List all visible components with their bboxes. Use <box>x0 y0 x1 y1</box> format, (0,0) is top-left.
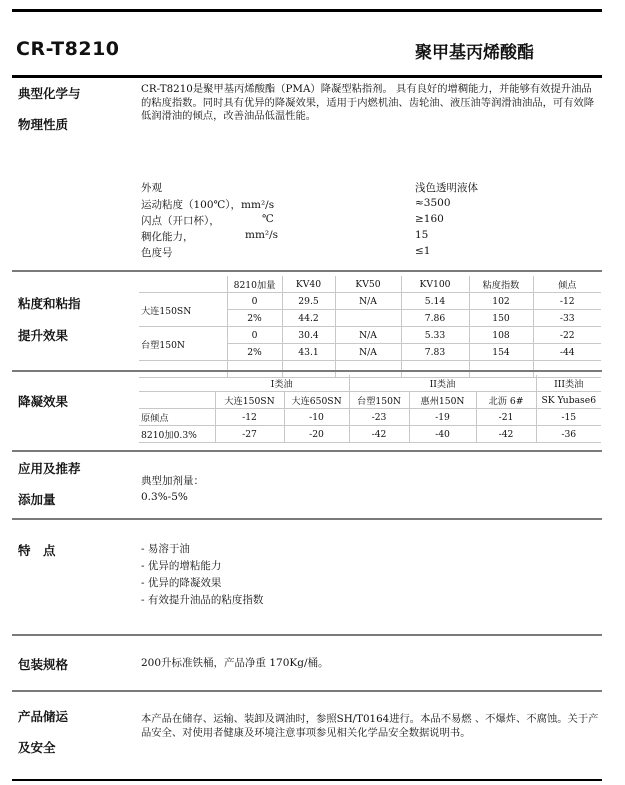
oil-header: 北沥 6# <box>476 392 536 409</box>
section-rule <box>12 450 602 452</box>
table-row <box>139 276 601 293</box>
column-header: KV50 <box>335 276 401 293</box>
packaging-text: 200升标准铁桶，产品净重 170Kg/桶。 <box>141 657 329 669</box>
section-rule <box>12 690 602 692</box>
storage-label-2: 及安全 <box>18 740 56 755</box>
section-rule <box>12 370 602 372</box>
table-cell: 30.4 <box>282 327 335 344</box>
oil-header: 惠州150N <box>409 392 476 409</box>
table-cell <box>139 392 215 409</box>
column-header: 8210加量 <box>227 276 282 293</box>
column-header: 粘度指数 <box>469 276 533 293</box>
packaging-label: 包装规格 <box>18 657 69 672</box>
column-header: KV40 <box>282 276 335 293</box>
oil-header: 大连150SN <box>215 392 284 409</box>
table-row <box>139 409 601 426</box>
oil-header: SK Yubase6 <box>536 392 601 409</box>
viscosity-label-1: 粘度和粘指 <box>18 296 81 311</box>
table-cell: -44 <box>533 344 601 361</box>
table-cell: -23 <box>349 409 409 426</box>
table-cell: -40 <box>409 426 476 443</box>
table-cell: 102 <box>469 293 533 310</box>
property-row <box>141 180 162 195</box>
table-cell: 0 <box>227 327 282 344</box>
property-row <box>141 245 173 260</box>
table-cell: -19 <box>409 409 476 426</box>
property-row <box>141 213 220 228</box>
product-name: 聚甲基丙烯酸酯 <box>415 43 534 63</box>
table-cell: -27 <box>215 426 284 443</box>
typical-label-2: 物理性质 <box>18 117 69 132</box>
table-cell: 150 <box>469 310 533 327</box>
table-cell: 43.1 <box>282 344 335 361</box>
section-rule <box>12 270 602 272</box>
table-cell: 5.33 <box>401 327 469 344</box>
table-cell: -20 <box>284 426 349 443</box>
list-item: - 易溶于油 <box>141 543 190 555</box>
row-label: 8210加0.3% <box>139 426 215 443</box>
property-value: 浅色透明液体 <box>415 182 478 194</box>
property-name: 闪点（开口杯）， <box>141 215 220 227</box>
table-cell: 5.14 <box>401 293 469 310</box>
table-cell: 2% <box>227 310 282 327</box>
table-cell: -10 <box>284 409 349 426</box>
description-paragraph: CR-T8210是聚甲基丙烯酸酯（PMA）降凝型粘指剂。 具有良好的增稠能力，并能够有效提升油品的粘度指数。同时具有优异的降凝效果，适用于内燃机油、齿轮油、液压油等润滑油油品，可有效降低润滑油的倾点，改善油品低温性能。 <box>141 83 595 122</box>
property-value: 15 <box>415 229 429 241</box>
product-code: CR-T8210 <box>16 38 120 60</box>
table-cell: 7.86 <box>401 310 469 327</box>
section-rule <box>12 518 602 520</box>
table-cell <box>139 375 215 392</box>
features-list <box>141 541 263 609</box>
table-cell: -21 <box>476 409 536 426</box>
table-row <box>139 426 601 443</box>
property-name: 运动粘度（100℃），mm²/s <box>141 199 275 211</box>
storage-label-1: 产品储运 <box>18 709 69 724</box>
table-cell <box>139 276 227 293</box>
class-header: I类油 <box>215 375 349 392</box>
section-rule <box>12 634 602 636</box>
table-row <box>139 327 601 344</box>
table-row <box>139 375 601 392</box>
table-cell: -36 <box>536 426 601 443</box>
property-value: ≤1 <box>415 245 431 257</box>
table-row <box>139 392 601 409</box>
property-value: ≥160 <box>415 213 444 225</box>
property-unit: mm²/s <box>245 229 279 241</box>
table-cell: -42 <box>349 426 409 443</box>
application-line-2: 0.3%-5% <box>141 491 188 503</box>
column-header: KV100 <box>401 276 469 293</box>
table-row <box>139 293 601 310</box>
list-item: - 优异的增粘能力 <box>141 560 222 572</box>
table-cell: 44.2 <box>282 310 335 327</box>
viscosity-table <box>139 276 601 378</box>
oil-name: 大连150SN <box>139 293 227 327</box>
features-label: 特 点 <box>18 543 56 558</box>
table-cell: 154 <box>469 344 533 361</box>
table-cell: 29.5 <box>282 293 335 310</box>
table-cell <box>335 310 401 327</box>
application-label-2: 添加量 <box>18 492 56 507</box>
oil-header: 大连650SN <box>284 392 349 409</box>
table-cell: 108 <box>469 327 533 344</box>
oil-name: 台塑150N <box>139 327 227 361</box>
property-row <box>141 197 274 212</box>
table-cell: N/A <box>335 344 401 361</box>
table-cell: -15 <box>536 409 601 426</box>
oil-header: 台塑150N <box>349 392 409 409</box>
table-cell: -33 <box>533 310 601 327</box>
table-cell: -22 <box>533 327 601 344</box>
pourpoint-table <box>139 375 601 443</box>
storage-text: 本产品在储存、运输、装卸及调油时，参照SH/T0164进行。本品不易燃 、不爆炸、不腐蚀。关于产品安全、对使用者健康及环境注意事项参见相关化学品安全数据说明书。 <box>141 713 599 739</box>
class-header: II类油 <box>349 375 536 392</box>
top-rule <box>12 9 602 12</box>
table-cell: 7.83 <box>401 344 469 361</box>
list-item: - 有效提升油品的粘度指数 <box>141 594 264 606</box>
property-unit: ℃ <box>262 213 274 225</box>
typical-label-1: 典型化学与 <box>18 86 81 101</box>
viscosity-label-2: 提升效果 <box>18 328 69 343</box>
property-name: 稠化能力， <box>141 231 194 243</box>
property-name: 色度号 <box>141 247 173 259</box>
title-rule <box>12 75 602 78</box>
column-header: 倾点 <box>533 276 601 293</box>
table-cell: N/A <box>335 293 401 310</box>
table-cell: 0 <box>227 293 282 310</box>
table-cell: -12 <box>533 293 601 310</box>
property-name: 外观 <box>141 182 162 194</box>
application-line-1: 典型加剂量： <box>141 475 204 487</box>
table-cell: N/A <box>335 327 401 344</box>
property-value: ≈3500 <box>415 197 451 209</box>
table-cell: -42 <box>476 426 536 443</box>
application-label-1: 应用及推荐 <box>18 461 81 476</box>
table-cell: -12 <box>215 409 284 426</box>
list-item: - 优异的降凝效果 <box>141 577 222 589</box>
row-label: 原倾点 <box>139 409 215 426</box>
bottom-rule <box>12 779 602 781</box>
pourpoint-label: 降凝效果 <box>18 394 69 409</box>
table-cell: 2% <box>227 344 282 361</box>
property-row <box>141 229 194 244</box>
class-header: III类油 <box>536 375 601 392</box>
